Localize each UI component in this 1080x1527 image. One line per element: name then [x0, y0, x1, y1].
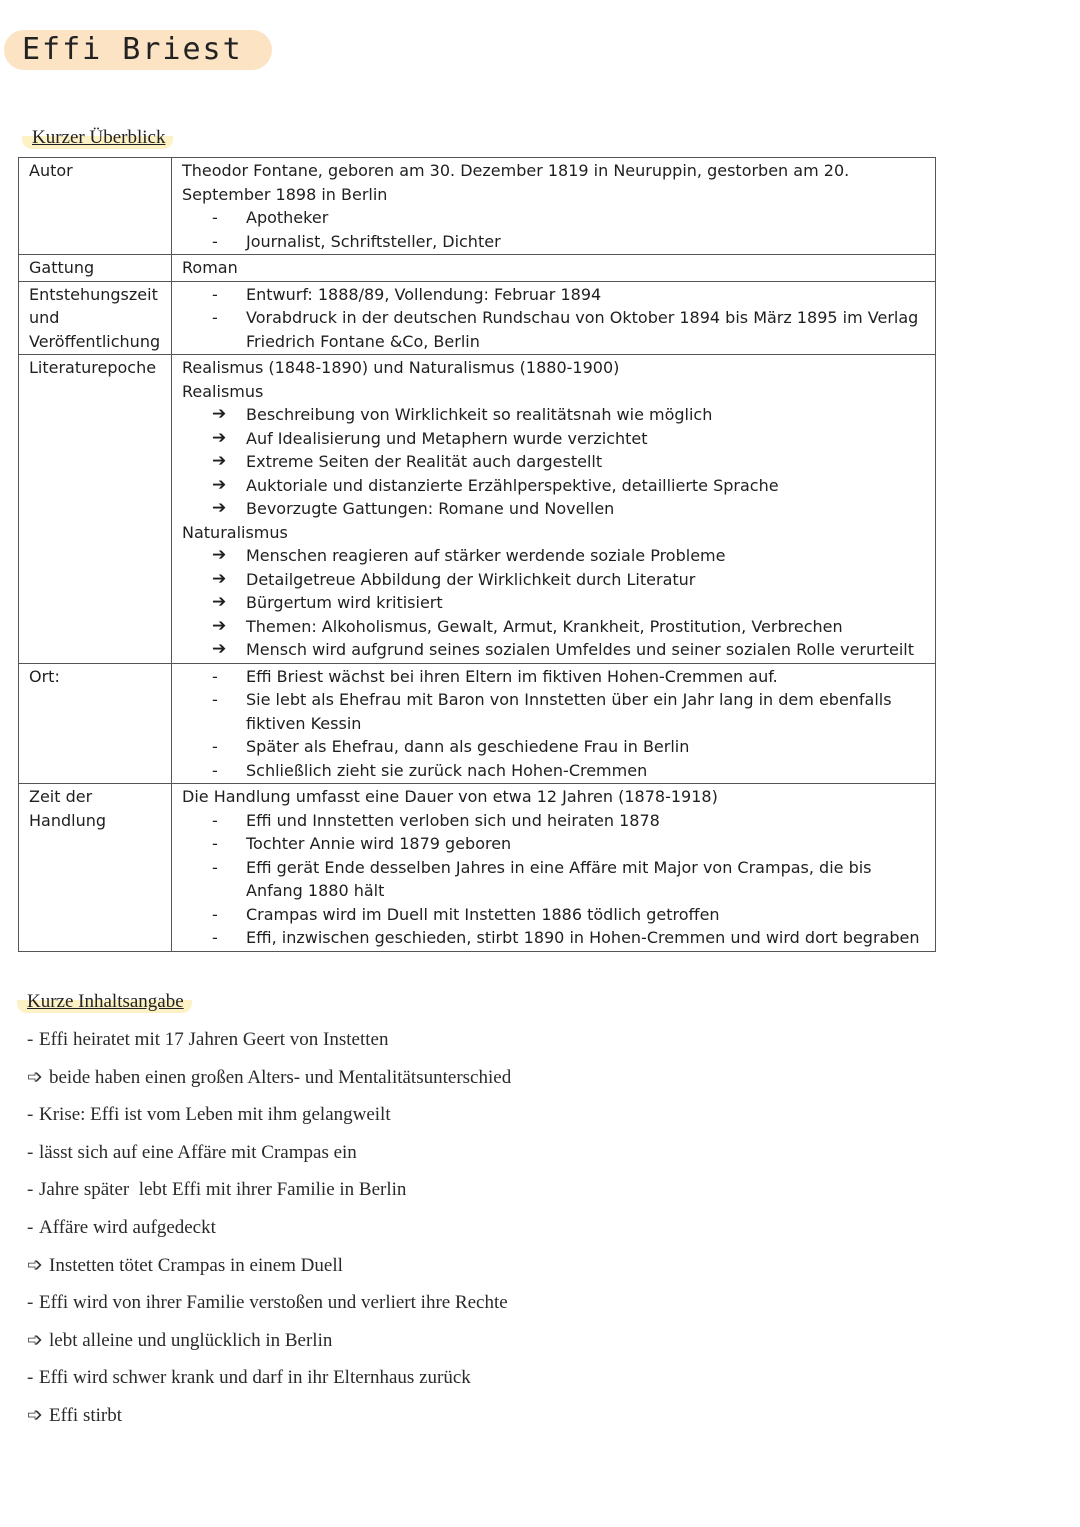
bullet-text: Auf Idealisierung und Metaphern wurde verzichtet — [246, 428, 648, 448]
content-line: Realismus (1848-1890) und Naturalismus (1880-1900) — [182, 358, 620, 377]
summary-heading: Kurze Inhaltsangabe — [17, 991, 192, 1013]
summary-item — [27, 1140, 511, 1178]
row-content — [172, 663, 936, 784]
bullet-text: Sie lebt als Ehefrau mit Baron von Innstetten über ein Jahr lang in dem ebenfalls fiktiven Kessin — [246, 690, 892, 733]
overview-table — [18, 157, 936, 952]
bullet-text: Später als Ehefrau, dann als geschiedene Frau in Berlin — [246, 737, 690, 756]
bullet-text: Extreme Seiten der Realität auch dargestellt — [246, 452, 603, 471]
outline-arrow-icon: ➩ — [27, 1329, 43, 1351]
dash-icon: - — [27, 1367, 34, 1389]
bullet-text: Auktoriale und distanzierte Erzählperspektive, detaillierte Sprache — [246, 475, 779, 495]
row-content — [172, 784, 936, 952]
dash-icon: - — [27, 1029, 34, 1050]
dash-icon: - — [212, 834, 218, 853]
summary-text: lässt sich auf eine Affäre mit Crampas ein — [39, 1141, 357, 1163]
arrow-right-icon: ➔ — [212, 615, 227, 636]
arrow-right-icon: ➔ — [212, 498, 227, 518]
summary-item — [27, 1065, 511, 1103]
summary-text: lebt alleine und unglücklich in Berlin — [49, 1329, 333, 1351]
row-label: Entstehungszeit und Veröffentlichung — [19, 281, 172, 355]
dash-icon: - — [27, 1179, 34, 1201]
bullet-text: Vorabdruck in der deutschen Rundschau von Oktober 1894 bis März 1895 im Verlag Friedrich Fontane &Co, Berlin — [246, 308, 919, 351]
row-content — [172, 158, 936, 255]
dash-icon: - — [212, 737, 218, 756]
arrow-right-icon: ➔ — [212, 639, 227, 659]
dash-icon: - — [27, 1104, 34, 1126]
row-content — [172, 355, 936, 664]
dash-icon: - — [212, 690, 218, 709]
outline-arrow-icon: ➩ — [27, 1066, 43, 1088]
dash-bullet-item — [182, 230, 929, 254]
bullet-text: Bürgertum wird kritisiert — [246, 593, 443, 612]
dash-icon: - — [212, 308, 218, 327]
bullet-text: Schließlich zieht sie zurück nach Hohen-Cremmen — [246, 760, 648, 780]
bullet-text: Entwurf: 1888/89, Vollendung: Februar 1894 — [246, 284, 602, 304]
dash-icon: - — [212, 208, 218, 227]
bullet-text: Mensch wird aufgrund seines sozialen Umfeldes und seiner sozialen Rolle verurteilt — [246, 640, 914, 659]
dash-icon: - — [212, 928, 218, 947]
content-line: Theodor Fontane, geboren am 30. Dezember 1819 in Neuruppin, gestorben am 20. September 1898 in Berlin — [182, 161, 850, 204]
arrow-bullet-item — [182, 427, 929, 451]
row-content — [172, 255, 936, 282]
summary-item — [27, 1253, 511, 1291]
dash-bullet-item — [182, 926, 929, 950]
bullet-text: Themen: Alkoholismus, Gewalt, Armut, Krankheit, Prostitution, Verbrechen — [246, 616, 843, 636]
dash-icon: - — [212, 904, 218, 924]
overview-row — [19, 281, 936, 355]
row-label: Gattung — [19, 255, 172, 282]
row-content — [172, 281, 936, 355]
overview-row — [19, 158, 936, 255]
document-title: Effi Briest — [4, 30, 272, 70]
dash-icon: - — [212, 231, 218, 251]
content-line: Naturalismus — [182, 522, 288, 542]
bullet-text: Menschen reagieren auf stärker werdende soziale Probleme — [246, 546, 726, 565]
outline-arrow-icon: ➩ — [27, 1404, 43, 1426]
arrow-right-icon: ➔ — [212, 451, 227, 471]
arrow-bullet-item — [182, 474, 929, 498]
dash-icon: - — [212, 760, 218, 780]
dash-bullet-item — [182, 206, 929, 230]
dash-bullet-item — [182, 809, 929, 833]
summary-item — [27, 1403, 511, 1441]
summary-item — [27, 1027, 511, 1065]
dash-icon: - — [212, 284, 218, 304]
arrow-right-icon: ➔ — [212, 404, 227, 424]
summary-text: Jahre später lebt Effi mit ihrer Familie in Berlin — [39, 1179, 407, 1201]
outline-arrow-icon: ➩ — [27, 1254, 43, 1276]
dash-bullet-item — [182, 665, 929, 689]
row-label: Literaturepoche — [19, 355, 172, 664]
summary-item — [27, 1102, 511, 1140]
arrow-bullet-item — [182, 544, 929, 568]
arrow-bullet-item — [182, 568, 929, 592]
row-label: Autor — [19, 158, 172, 255]
dash-bullet-item — [182, 735, 929, 759]
summary-list — [27, 1027, 511, 1441]
overview-row — [19, 255, 936, 282]
summary-text: Instetten tötet Crampas in einem Duell — [49, 1254, 343, 1276]
bullet-text: Tochter Annie wird 1879 geboren — [246, 834, 512, 853]
summary-item — [27, 1290, 511, 1328]
summary-item — [27, 1365, 511, 1403]
dash-icon: - — [27, 1216, 34, 1238]
arrow-bullet-item — [182, 591, 929, 615]
dash-icon: - — [212, 666, 218, 686]
arrow-bullet-item — [182, 615, 929, 639]
summary-text: Krise: Effi ist vom Leben mit ihm gelangweilt — [39, 1104, 391, 1126]
overview-row — [19, 784, 936, 952]
overview-row — [19, 355, 936, 664]
dash-bullet-item — [182, 688, 929, 735]
dash-bullet-item — [182, 306, 929, 353]
bullet-text: Effi Briest wächst bei ihren Eltern im fiktiven Hohen-Cremmen auf. — [246, 666, 778, 686]
row-label: Zeit der Handlung — [19, 784, 172, 952]
arrow-right-icon: ➔ — [212, 474, 227, 495]
dash-icon: - — [27, 1141, 34, 1163]
summary-text: beide haben einen großen Alters- und Mentalitätsunterschied — [49, 1066, 512, 1088]
overview-table-body — [19, 158, 936, 952]
summary-text: Effi stirbt — [49, 1404, 123, 1426]
summary-text: Affäre wird aufgedeckt — [39, 1216, 216, 1238]
arrow-right-icon: ➔ — [212, 427, 227, 448]
dash-bullet-item — [182, 832, 929, 856]
content-line: Roman — [182, 258, 238, 277]
dash-icon: - — [27, 1292, 34, 1314]
summary-item — [27, 1177, 511, 1215]
dash-icon: - — [212, 857, 218, 877]
row-label: Ort: — [19, 663, 172, 784]
dash-bullet-item — [182, 283, 929, 307]
content-line: Die Handlung umfasst eine Dauer von etwa 12 Jahren (1878-1918) — [182, 787, 718, 806]
bullet-text: Crampas wird im Duell mit Instetten 1886 tödlich getroffen — [246, 904, 720, 924]
overview-heading: Kurzer Überblick — [22, 127, 173, 149]
content-line: Realismus — [182, 381, 264, 401]
arrow-bullet-item — [182, 497, 929, 521]
arrow-bullet-item — [182, 638, 929, 662]
arrow-right-icon: ➔ — [212, 592, 227, 612]
bullet-text: Apotheker — [246, 208, 329, 227]
arrow-right-icon: ➔ — [212, 545, 227, 565]
bullet-text: Detailgetreue Abbildung der Wirklichkeit durch Literatur — [246, 569, 696, 589]
dash-bullet-item — [182, 856, 929, 903]
arrow-right-icon: ➔ — [212, 568, 227, 589]
dash-bullet-item — [182, 903, 929, 927]
summary-item — [27, 1215, 511, 1253]
bullet-text: Beschreibung von Wirklichkeit so realitätsnah wie möglich — [246, 405, 713, 424]
bullet-text: Effi gerät Ende desselben Jahres in eine Affäre mit Major von Crampas, die bis Anfang 1880 hält — [246, 857, 872, 900]
overview-row — [19, 663, 936, 784]
arrow-bullet-item — [182, 403, 929, 427]
arrow-bullet-item — [182, 450, 929, 474]
summary-text: Effi heiratet mit 17 Jahren Geert von Instetten — [39, 1029, 389, 1050]
summary-text: Effi wird schwer krank und darf in ihr Elternhaus zurück — [39, 1367, 471, 1389]
bullet-text: Effi, inzwischen geschieden, stirbt 1890 in Hohen-Cremmen und wird dort begraben — [246, 928, 920, 947]
bullet-text: Effi und Innstetten verloben sich und heiraten 1878 — [246, 810, 660, 830]
dash-bullet-item — [182, 759, 929, 783]
dash-icon: - — [212, 810, 218, 830]
bullet-text: Bevorzugte Gattungen: Romane und Novellen — [246, 499, 615, 518]
summary-text: Effi wird von ihrer Familie verstoßen und verliert ihre Rechte — [39, 1292, 508, 1314]
bullet-text: Journalist, Schriftsteller, Dichter — [246, 231, 501, 251]
summary-item — [27, 1328, 511, 1366]
